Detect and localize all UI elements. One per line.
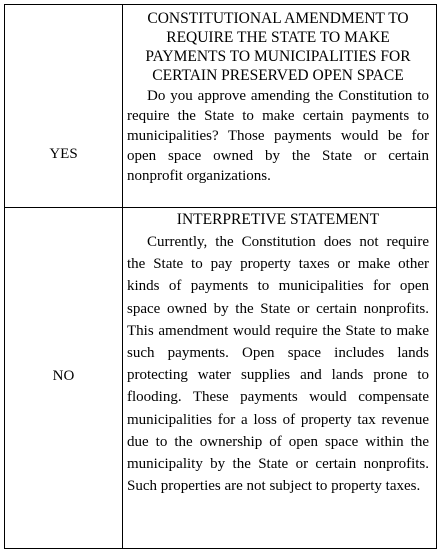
- column-divider: [122, 5, 123, 548]
- question-cell: [127, 9, 429, 186]
- ballot-question-table: [4, 4, 437, 549]
- question-text: Do you approve amending the Constitution to require the State to make certain payments to municipalities? Those payments would be for open space owned by the State or certain nonprofit organizations.: [127, 88, 429, 184]
- statement-title: INTERPRETIVE STATEMENT: [176, 211, 380, 228]
- statement-text: Currently, the Constitution does not require the State to pay property taxes or make other kinds of payments to municipalities for open space owned by the State or certain nonprofits. This amendment would require the State to make such payments. Open space includes lands protecting water supplies and lands prone to flooding. These payments would compensate municipalities for a loss of property tax revenue due to the ownership of open space within the municipality by the State or certain nonprofits. Such properties are not subject to property taxes.: [127, 234, 429, 495]
- yes-label: YES: [49, 146, 78, 162]
- question-title: CONSTITUTIONAL AMENDMENT TO REQUIRE THE STATE TO MAKE PAYMENTS TO MUNICIPALITIES FOR CERTAIN PRESERVED OPEN SPACE: [145, 10, 411, 84]
- no-label: NO: [52, 368, 75, 384]
- row-divider: [5, 207, 436, 208]
- statement-cell: [127, 210, 429, 497]
